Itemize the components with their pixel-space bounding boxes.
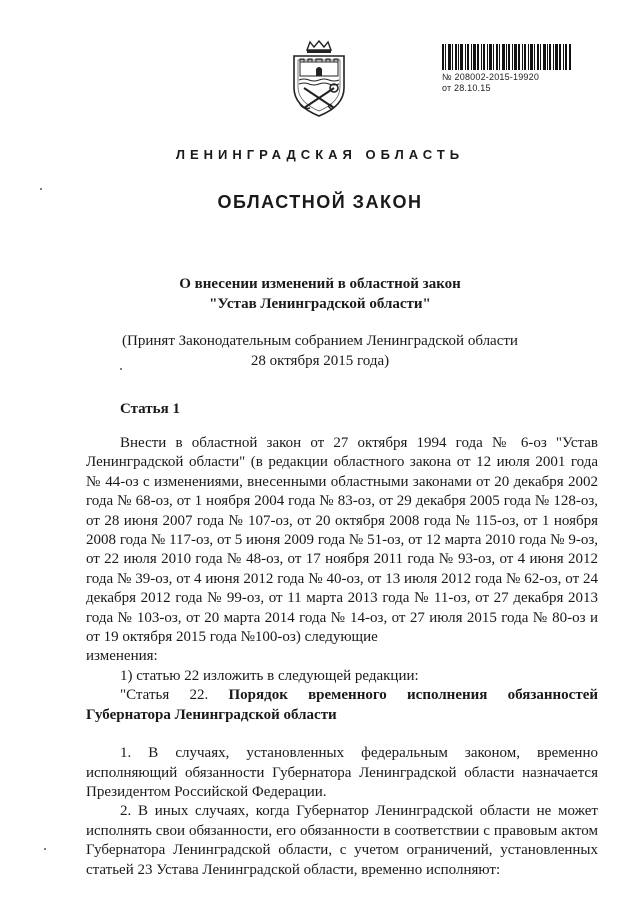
quoted-article-prefix: "Статья 22.	[120, 687, 229, 704]
adoption-note-line-1: (Принят Законодательным собранием Ленинградской области	[122, 333, 518, 349]
law-title	[0, 274, 640, 314]
registration-number: № 208002-2015-19920	[442, 72, 540, 82]
adoption-note	[0, 331, 640, 371]
adoption-note-line-2: 28 октября 2015 года)	[250, 353, 390, 369]
scan-speck	[120, 368, 122, 370]
barcode-icon	[442, 44, 572, 70]
registration-date: от 28.10.15	[442, 83, 491, 93]
clause-1-paragraph: 1. В случаях, установленных федеральным законом, временно исполняющий обязанности Губернатора Ленинградской области назначается Президентом Российской Федерации.	[86, 745, 598, 800]
clause-2-paragraph: 2. В иных случаях, когда Губернатор Ленинградской области не может исполнять свои обязанности, его обязанности в соответствии с правовым актом Губернатора Ленинградской области, с учетом ограничений, установленных статьей 23 Устава Ленинградской области, временно исполняют:	[86, 803, 598, 878]
law-title-line-2: "Устав Ленинградской области"	[209, 296, 431, 312]
amendment-item-1: 1) статью 22 изложить в следующей редакции:	[120, 667, 419, 684]
scan-speck	[44, 848, 46, 850]
law-type-heading: ОБЛАСТНОЙ ЗАКОН	[217, 192, 423, 212]
registration-block	[442, 44, 574, 94]
article-intro-ending: изменения:	[86, 648, 158, 665]
quoted-article-title: Порядок временного исполнения обязанностей Губернатора Ленинградской области	[86, 687, 599, 723]
article-intro-paragraph: Внести в областной закон от 27 октября 1994 года № 6-оз "Устав Ленинградской области" (в редакции областного закона от 12 июля 2001 года № 44-оз с изменениями, внесенными областными законами от 20 декабря 2002 года № 68-оз, от 1 ноября 2004 года № 83-оз, от 29 декабря 2005 года № 128-оз, от 28 июня 2007 года № 107-оз, от 20 октября 2008 года № 115-оз, от 1 ноября 2008 года № 117-оз, от 5 июня 2009 года № 51-оз, от 12 марта 2010 года № 9-оз, от 22 июля 2010 года № 48-оз, от 17 ноября 2011 года № 93-оз, от 4 июня 2012 года № 39-оз, от 4 июня 2012 года № 40-оз, от 13 июля 2012 года № 62-оз, от 24 декабря 2012 года № 99-оз, от 11 марта 2013 года № 11-оз, от 27 декабря 2013 года № 103-оз, от 20 марта 2014 года № 14-оз, от 27 июля 2015 года № 80-оз и от 19 октября 2015 года №100-оз) следующие	[86, 435, 598, 646]
law-title-line-1: О внесении изменений в областной закон	[179, 276, 461, 292]
article-body	[86, 434, 598, 880]
region-name: ЛЕНИНГРАДСКАЯ ОБЛАСТЬ	[175, 147, 465, 162]
coat-of-arms-emblem	[286, 40, 352, 120]
article-heading: Статья 1	[120, 401, 180, 417]
scan-speck	[40, 188, 42, 190]
quoted-article-heading	[86, 686, 598, 725]
